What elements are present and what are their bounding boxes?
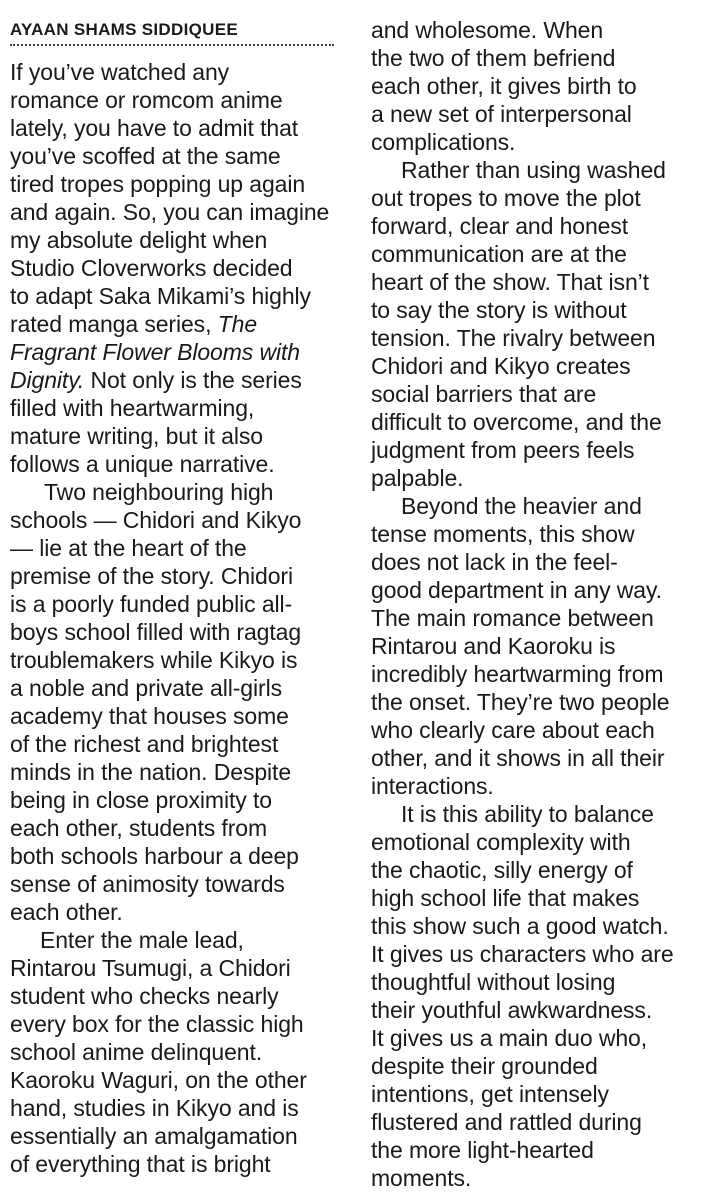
text-line: academy that houses some — [10, 703, 289, 729]
text-line: interactions. — [371, 773, 494, 799]
text-line: the onset. They’re two people — [371, 689, 670, 715]
text-line: difficult to overcome, and the — [371, 409, 662, 435]
text-line: heart of the show. That isn’t — [371, 269, 649, 295]
text-line: complications. — [371, 129, 516, 155]
text-line: a noble and private all-girls — [10, 675, 282, 701]
byline-divider — [10, 44, 334, 46]
text-line: each other, students from — [10, 815, 268, 841]
manga-title-part: Dignity. — [10, 367, 85, 393]
text-line: emotional complexity with — [371, 829, 631, 855]
paragraph-start-line: Beyond the heavier and — [401, 493, 642, 519]
text-line: judgment from peers feels — [371, 437, 635, 463]
text-line: tense moments, this show — [371, 521, 635, 547]
text-line-with-title — [10, 310, 344, 338]
article-column-left — [10, 0, 344, 1178]
text-line: intentions, get intensely — [371, 1081, 609, 1107]
text-line: incredibly heartwarming from — [371, 661, 664, 687]
text-line: their youthful awkwardness. — [371, 997, 653, 1023]
text-line: each other. — [10, 899, 123, 925]
text-line: school anime delinquent. — [10, 1039, 263, 1065]
text-line: social barriers that are — [371, 381, 597, 407]
text-line-with-title — [10, 366, 344, 394]
text-line: my absolute delight when — [10, 227, 268, 253]
text-line: despite their grounded — [371, 1053, 598, 1079]
text-line: schools — Chidori and Kikyo — [10, 507, 302, 533]
text-line: Rintarou and Kaoroku is — [371, 633, 616, 659]
text-line: of the richest and brightest — [10, 731, 279, 757]
article-body-right — [371, 16, 693, 1192]
text-line: and again. So, you can imagine — [10, 199, 330, 225]
article-body-left — [10, 58, 344, 1178]
text-line: mature writing, but it also — [10, 423, 263, 449]
text-line: Studio Cloverworks decided — [10, 255, 293, 281]
text-line: — lie at the heart of the — [10, 535, 247, 561]
text-line: palpable. — [371, 465, 464, 491]
text-line: boys school filled with ragtag — [10, 619, 302, 645]
text-line: every box for the classic high — [10, 1011, 304, 1037]
text-line: high school life that makes — [371, 885, 640, 911]
text-line: out tropes to move the plot — [371, 185, 641, 211]
text-line: It gives us a main duo who, — [371, 1025, 648, 1051]
text-line: you’ve scoffed at the same — [10, 143, 281, 169]
text-line: troublemakers while Kikyo is — [10, 647, 298, 673]
text-line: filled with heartwarming, — [10, 395, 255, 421]
text-line: hand, studies in Kikyo and is — [10, 1095, 299, 1121]
text-line: the two of them befriend — [371, 45, 616, 71]
text-line: tired tropes popping up again — [10, 171, 306, 197]
text-line: a new set of interpersonal — [371, 101, 632, 127]
paragraph-start-line: Enter the male lead, — [40, 927, 244, 953]
text-line: romance or romcom anime — [10, 87, 283, 113]
text-line: to say the story is without — [371, 297, 627, 323]
text-fragment: rated manga series, — [10, 311, 212, 337]
text-line: If you’ve watched any — [10, 59, 230, 85]
article-column-right — [371, 0, 693, 1192]
text-line: Kaoroku Waguri, on the other — [10, 1067, 307, 1093]
text-line: minds in the nation. Despite — [10, 759, 292, 785]
paragraph-start-line: Two neighbouring high — [44, 479, 274, 505]
author-byline: AYAAN SHAMS SIDDIQUEE — [10, 20, 238, 39]
text-line: the chaotic, silly energy of — [371, 857, 633, 883]
text-line: flustered and rattled during — [371, 1109, 642, 1135]
text-line: the more light-hearted — [371, 1137, 594, 1163]
text-line: sense of animosity towards — [10, 871, 285, 897]
manga-title-part: The — [217, 311, 258, 337]
text-line: being in close proximity to — [10, 787, 272, 813]
paragraph-start-line: Rather than using washed — [401, 157, 666, 183]
text-line: this show such a good watch. — [371, 913, 669, 939]
text-line: both schools harbour a deep — [10, 843, 299, 869]
text-line: communication are at the — [371, 241, 627, 267]
text-line: to adapt Saka Mikami’s highly — [10, 283, 311, 309]
text-line: other, and it shows in all their — [371, 745, 665, 771]
text-line: does not lack in the feel- — [371, 549, 618, 575]
text-line: each other, it gives birth to — [371, 73, 637, 99]
text-line: premise of the story. Chidori — [10, 563, 294, 589]
text-line: essentially an amalgamation — [10, 1123, 298, 1149]
text-line: moments. — [371, 1165, 472, 1191]
text-line: and wholesome. When — [371, 17, 604, 43]
paragraph-start-line: It is this ability to balance — [401, 801, 654, 827]
text-line: of everything that is bright — [10, 1151, 271, 1177]
text-line: The main romance between — [371, 605, 654, 631]
text-line: is a poorly funded public all- — [10, 591, 293, 617]
text-line: student who checks nearly — [10, 983, 279, 1009]
text-line: Rintarou Tsumugi, a Chidori — [10, 955, 291, 981]
text-line: It gives us characters who are — [371, 941, 674, 967]
text-line: good department in any way. — [371, 577, 662, 603]
manga-title-part: Fragrant Flower Blooms with — [10, 339, 300, 365]
text-line: follows a unique narrative. — [10, 451, 275, 477]
text-line: tension. The rivalry between — [371, 325, 656, 351]
text-line: forward, clear and honest — [371, 213, 629, 239]
text-line: Chidori and Kikyo creates — [371, 353, 631, 379]
text-line: lately, you have to admit that — [10, 115, 299, 141]
text-line: thoughtful without losing — [371, 969, 616, 995]
text-line: who clearly care about each — [371, 717, 655, 743]
text-fragment: Not only is the series — [84, 367, 302, 393]
